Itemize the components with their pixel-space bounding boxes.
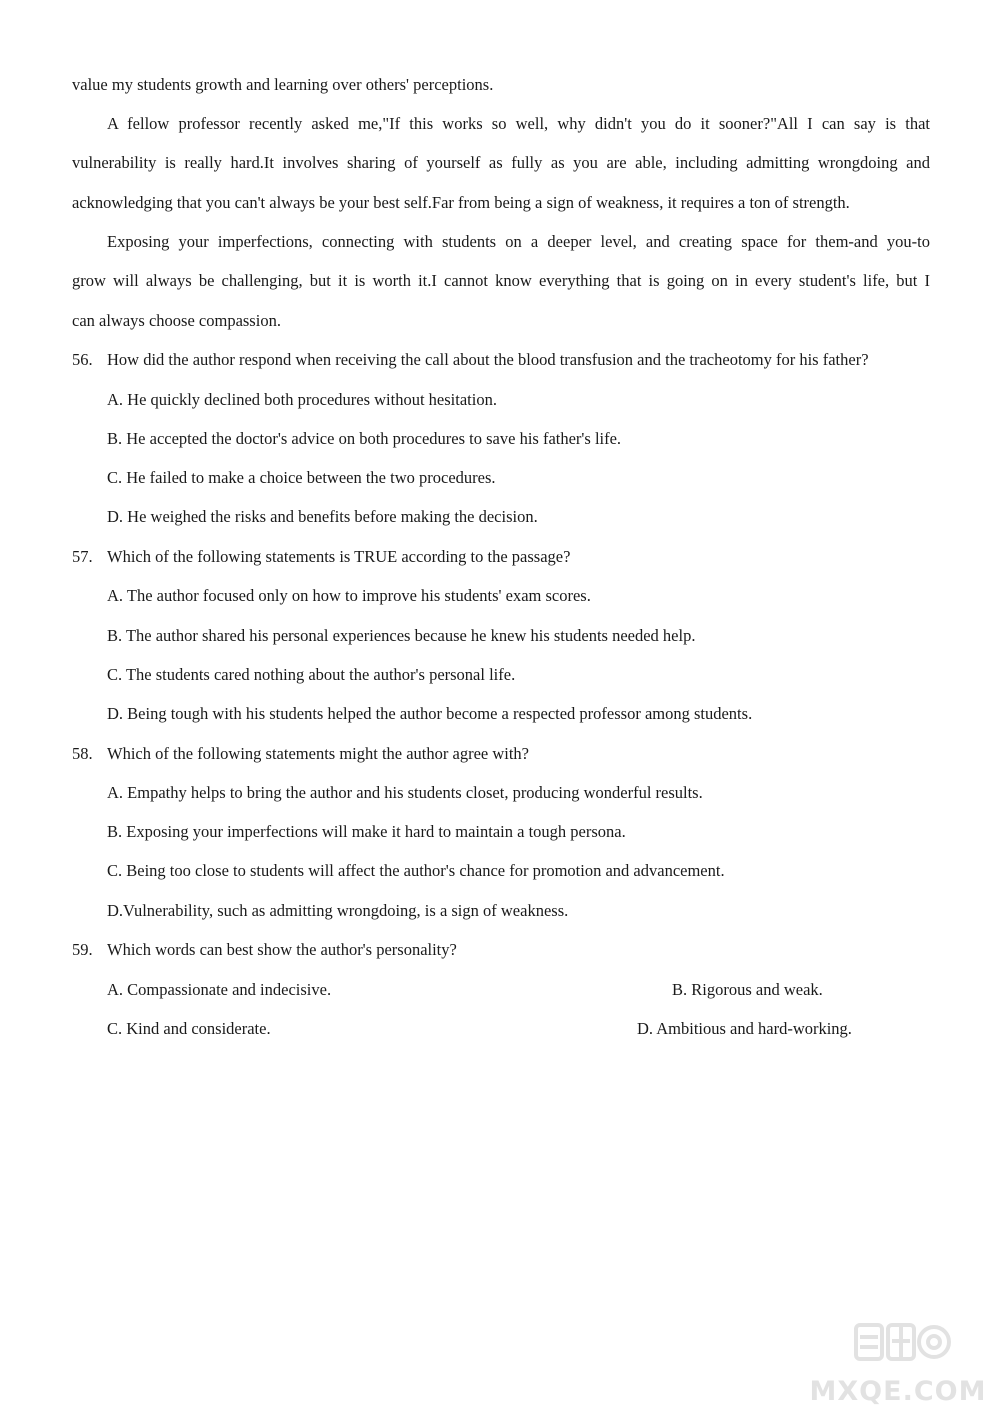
- option-b: B. The author shared his personal experiences because he knew his students needed help.: [107, 626, 696, 645]
- watermark-text: MXQE.COM: [809, 1376, 987, 1407]
- question-text: Which words can best show the author's personality?: [107, 940, 457, 959]
- paragraph-line: vulnerability is really hard.It involves sharing of yourself as fully as you are able, including admitting wrongdoing and: [72, 153, 930, 172]
- option-a: A. Empathy helps to bring the author and his students closet, producing wonderful results.: [107, 783, 703, 802]
- option-b: B. Rigorous and weak.: [672, 980, 823, 999]
- question-text: Which of the following statements is TRUE according to the passage?: [107, 547, 571, 566]
- paragraph-line: A fellow professor recently asked me,"If this works so well, why didn't you do it sooner?"All I can say is that: [107, 114, 930, 133]
- question-number: 56.: [72, 350, 93, 369]
- paragraph-line: value my students growth and learning over others' perceptions.: [72, 75, 494, 94]
- option-a: A. He quickly declined both procedures without hesitation.: [107, 390, 497, 409]
- paragraph-line: can always choose compassion.: [72, 311, 281, 330]
- option-b: B. Exposing your imperfections will make it hard to maintain a tough persona.: [107, 822, 626, 841]
- option-b: B. He accepted the doctor's advice on both procedures to save his father's life.: [107, 429, 622, 448]
- option-a: A. The author focused only on how to improve his students' exam scores.: [107, 586, 591, 605]
- option-d: D. Ambitious and hard-working.: [637, 1019, 852, 1038]
- option-c: C. He failed to make a choice between the two procedures.: [107, 468, 496, 487]
- answer-seal-logo-icon: [852, 1317, 952, 1369]
- option-c: C. Being too close to students will affect the author's chance for promotion and advancement.: [107, 861, 725, 880]
- option-a: A. Compassionate and indecisive.: [107, 980, 332, 999]
- question-number: 58.: [72, 744, 93, 763]
- option-c: C. The students cared nothing about the author's personal life.: [107, 665, 516, 684]
- paragraph-line: grow will always be challenging, but it is worth it.I cannot know everything that is going on in every student's life, but I: [72, 271, 930, 290]
- question-number: 59.: [72, 940, 93, 959]
- question-text: How did the author respond when receiving the call about the blood transfusion and the tracheotomy for his father?: [107, 350, 869, 369]
- question-text: Which of the following statements might the author agree with?: [107, 744, 530, 763]
- option-c: C. Kind and considerate.: [107, 1019, 271, 1038]
- option-d: D.Vulnerability, such as admitting wrongdoing, is a sign of weakness.: [107, 901, 569, 920]
- watermark: [808, 1317, 988, 1407]
- question-number: 57.: [72, 547, 93, 566]
- paragraph-line: Exposing your imperfections, connecting with students on a deeper level, and creating space for them-and you-to: [107, 232, 930, 251]
- option-d: D. He weighed the risks and benefits before making the decision.: [107, 507, 538, 526]
- option-d: D. Being tough with his students helped the author become a respected professor among students.: [107, 704, 753, 723]
- paragraph-line: acknowledging that you can't always be your best self.Far from being a sign of weakness, it requires a ton of strength.: [72, 193, 850, 212]
